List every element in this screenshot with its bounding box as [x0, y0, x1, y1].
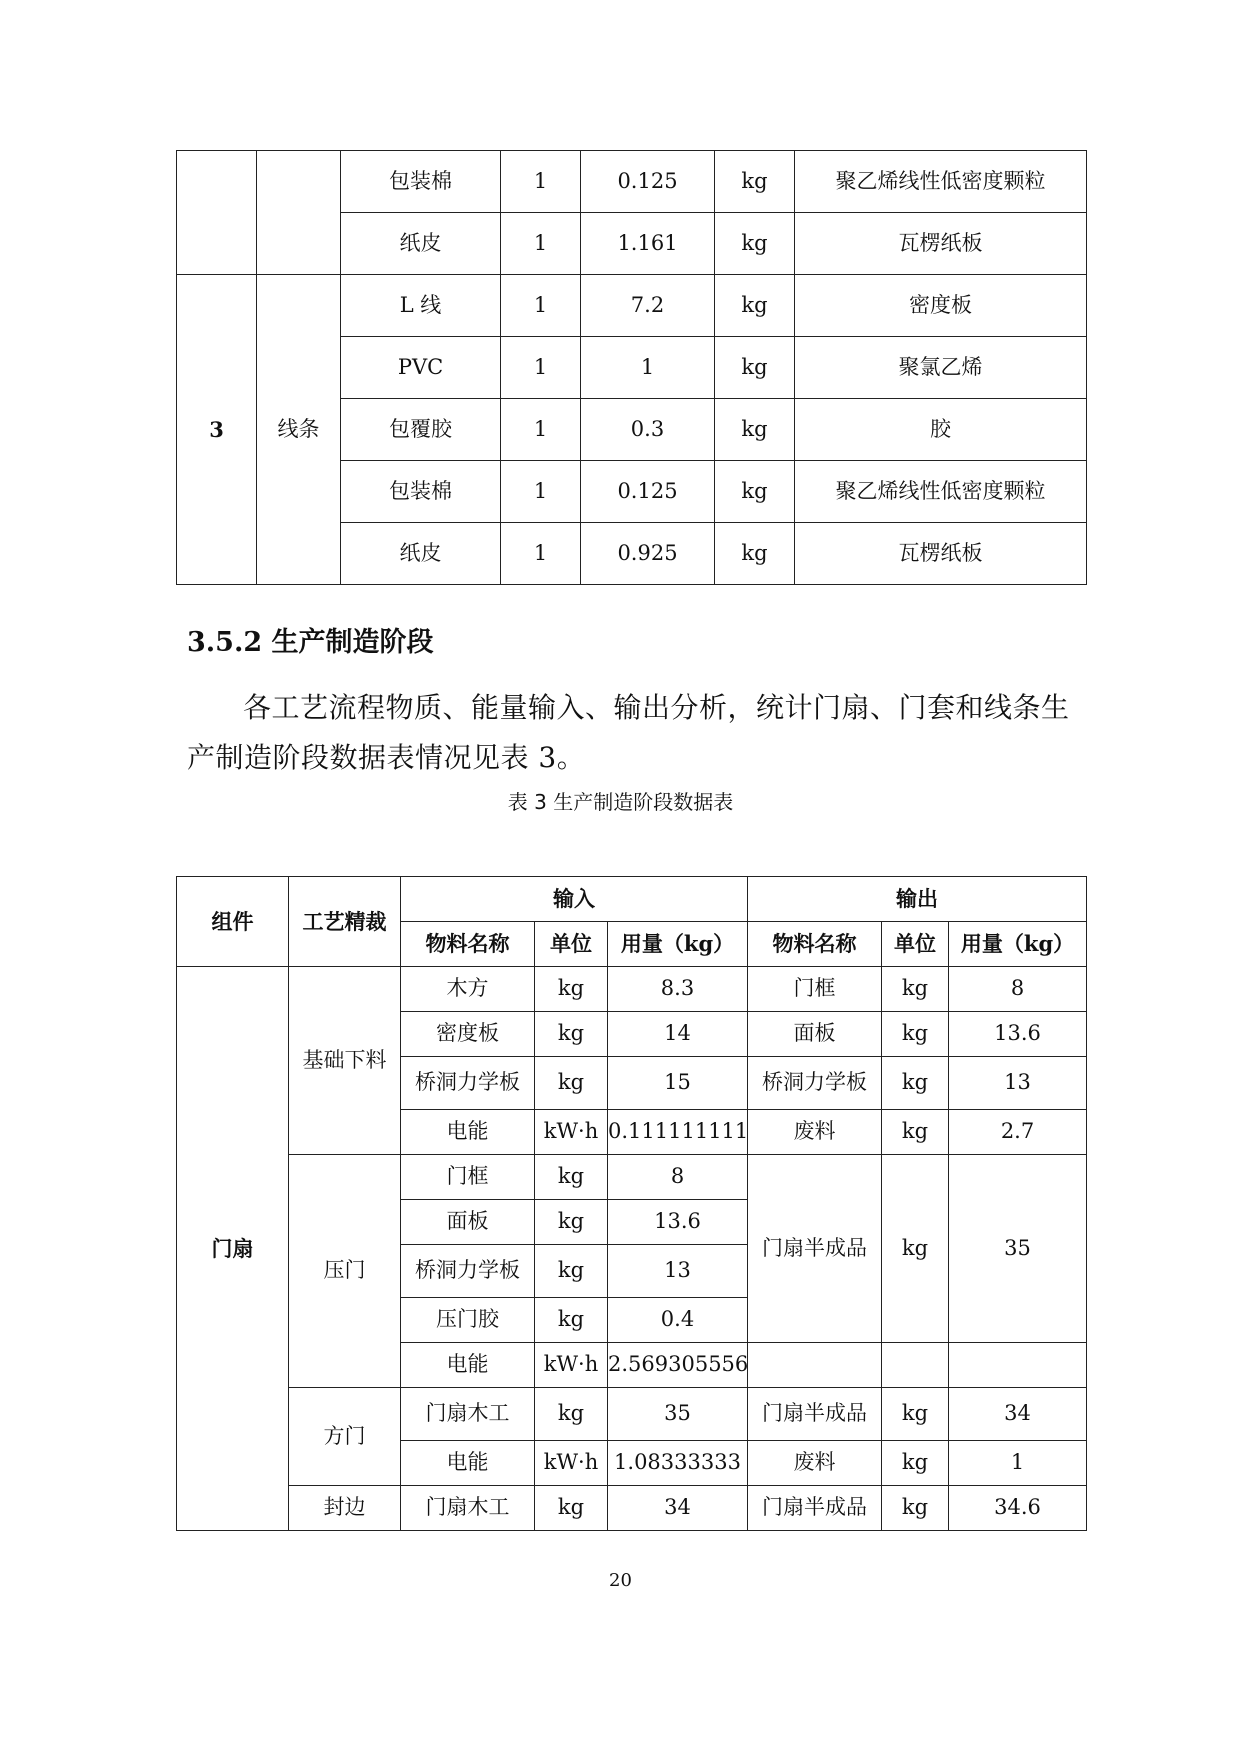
material-cell: 包装棉: [341, 151, 501, 213]
amount-cell: 0.3: [581, 399, 715, 461]
input-amount-cell: 13.6: [608, 1200, 748, 1245]
process-cell: 基础下料: [289, 967, 401, 1155]
output-amount-cell: 8: [949, 967, 1087, 1012]
output-name-cell: 门框: [748, 967, 882, 1012]
output-unit-cell: kg: [882, 1057, 949, 1110]
material-cell: 包装棉: [341, 461, 501, 523]
input-name-cell: 门扇木工: [401, 1486, 535, 1531]
input-amount-cell: 8.3: [608, 967, 748, 1012]
input-name-cell: 木方: [401, 967, 535, 1012]
quantity-cell: 1: [501, 213, 581, 275]
input-unit-cell: kg: [535, 1155, 608, 1200]
description-cell: 聚乙烯线性低密度颗粒: [795, 461, 1087, 523]
output-amount-cell: 1: [949, 1441, 1087, 1486]
amount-cell: 0.125: [581, 151, 715, 213]
input-unit-cell: kW·h: [535, 1110, 608, 1155]
output-unit-cell: kg: [882, 1388, 949, 1441]
material-cell: 包覆胶: [341, 399, 501, 461]
header-input-unit: 单位: [535, 922, 608, 967]
output-amount-cell: 34.6: [949, 1486, 1087, 1531]
header-output: 输出: [748, 877, 1087, 922]
quantity-cell: 1: [501, 523, 581, 585]
header-component: 组件: [177, 877, 289, 967]
amount-cell: 7.2: [581, 275, 715, 337]
output-name-cell: 门扇半成品: [748, 1486, 882, 1531]
process-cell: 方门: [289, 1388, 401, 1486]
description-cell: 聚氯乙烯: [795, 337, 1087, 399]
table-row: [177, 1388, 1087, 1441]
production-stage-table: [176, 876, 1087, 1531]
description-cell: 瓦楞纸板: [795, 523, 1087, 585]
output-unit-cell: kg: [882, 967, 949, 1012]
group-number-cell: 3: [177, 275, 257, 585]
table-row: [177, 1486, 1087, 1531]
materials-table-continued: [176, 150, 1087, 585]
input-amount-cell: 2.569305556: [608, 1343, 748, 1388]
quantity-cell: 1: [501, 275, 581, 337]
input-amount-cell: 8: [608, 1155, 748, 1200]
input-unit-cell: kg: [535, 1388, 608, 1441]
table-caption: 表 3 生产制造阶段数据表: [507, 790, 734, 814]
input-name-cell: 电能: [401, 1110, 535, 1155]
input-unit-cell: kW·h: [535, 1343, 608, 1388]
unit-cell: kg: [715, 337, 795, 399]
unit-cell: kg: [715, 399, 795, 461]
input-name-cell: 桥洞力学板: [401, 1245, 535, 1298]
quantity-cell: 1: [501, 461, 581, 523]
input-amount-cell: 15: [608, 1057, 748, 1110]
table-row: [177, 967, 1087, 1012]
group-name-cell: 线条: [257, 275, 341, 585]
output-amount-cell: 13.6: [949, 1012, 1087, 1057]
description-cell: 胶: [795, 399, 1087, 461]
output-name-cell: 门扇半成品: [748, 1388, 882, 1441]
amount-cell: 0.125: [581, 461, 715, 523]
output-name-cell: 废料: [748, 1110, 882, 1155]
input-name-cell: 电能: [401, 1343, 535, 1388]
group-number-cell: [177, 151, 257, 275]
output-amount-cell: [949, 1343, 1087, 1388]
input-name-cell: 面板: [401, 1200, 535, 1245]
input-amount-cell: 13: [608, 1245, 748, 1298]
input-unit-cell: kg: [535, 1200, 608, 1245]
output-amount-cell: 35: [949, 1155, 1087, 1343]
amount-cell: 1: [581, 337, 715, 399]
group-name-cell: [257, 151, 341, 275]
table-row: [177, 1155, 1087, 1200]
input-unit-cell: kg: [535, 1486, 608, 1531]
unit-cell: kg: [715, 151, 795, 213]
material-cell: PVC: [341, 337, 501, 399]
input-name-cell: 桥洞力学板: [401, 1057, 535, 1110]
input-unit-cell: kW·h: [535, 1441, 608, 1486]
material-cell: 纸皮: [341, 213, 501, 275]
process-cell: 压门: [289, 1155, 401, 1388]
component-cell: 门扇: [177, 967, 289, 1531]
output-unit-cell: kg: [882, 1012, 949, 1057]
output-name-cell: [748, 1343, 882, 1388]
input-amount-cell: 35: [608, 1388, 748, 1441]
table-row: [177, 151, 1087, 213]
amount-cell: 1.161: [581, 213, 715, 275]
output-unit-cell: kg: [882, 1441, 949, 1486]
input-unit-cell: kg: [535, 1057, 608, 1110]
input-unit-cell: kg: [535, 1245, 608, 1298]
description-cell: 瓦楞纸板: [795, 213, 1087, 275]
output-unit-cell: kg: [882, 1110, 949, 1155]
input-name-cell: 压门胶: [401, 1298, 535, 1343]
header-input: 输入: [401, 877, 748, 922]
body-paragraph: 各工艺流程物质、能量输入、输出分析，统计门扇、门套和线条生产制造阶段数据表情况见表 3。: [187, 691, 1070, 774]
header-output-amount: 用量（kg）: [949, 922, 1087, 967]
unit-cell: kg: [715, 275, 795, 337]
description-cell: 密度板: [795, 275, 1087, 337]
input-name-cell: 门扇木工: [401, 1388, 535, 1441]
unit-cell: kg: [715, 213, 795, 275]
input-unit-cell: kg: [535, 1012, 608, 1057]
output-unit-cell: [882, 1343, 949, 1388]
process-cell: 封边: [289, 1486, 401, 1531]
page-number: 20: [609, 1570, 632, 1591]
output-amount-cell: 13: [949, 1057, 1087, 1110]
output-name-cell: 桥洞力学板: [748, 1057, 882, 1110]
input-amount-cell: 0.111111111: [608, 1110, 748, 1155]
unit-cell: kg: [715, 523, 795, 585]
output-name-cell: 门扇半成品: [748, 1155, 882, 1343]
section-heading: 3.5.2 生产制造阶段: [187, 627, 434, 658]
input-unit-cell: kg: [535, 1298, 608, 1343]
header-output-unit: 单位: [882, 922, 949, 967]
input-name-cell: 门框: [401, 1155, 535, 1200]
output-unit-cell: kg: [882, 1486, 949, 1531]
output-amount-cell: 34: [949, 1388, 1087, 1441]
input-name-cell: 密度板: [401, 1012, 535, 1057]
quantity-cell: 1: [501, 151, 581, 213]
input-amount-cell: 14: [608, 1012, 748, 1057]
header-input-amount: 用量（kg）: [608, 922, 748, 967]
table-row: [177, 275, 1087, 337]
output-name-cell: 废料: [748, 1441, 882, 1486]
input-name-cell: 电能: [401, 1441, 535, 1486]
output-name-cell: 面板: [748, 1012, 882, 1057]
input-amount-cell: 1.08333333: [608, 1441, 748, 1486]
description-cell: 聚乙烯线性低密度颗粒: [795, 151, 1087, 213]
header-input-name: 物料名称: [401, 922, 535, 967]
input-unit-cell: kg: [535, 967, 608, 1012]
material-cell: L 线: [341, 275, 501, 337]
quantity-cell: 1: [501, 399, 581, 461]
amount-cell: 0.925: [581, 523, 715, 585]
header-process: 工艺精裁: [289, 877, 401, 967]
header-output-name: 物料名称: [748, 922, 882, 967]
header-row: [177, 877, 1087, 922]
input-amount-cell: 0.4: [608, 1298, 748, 1343]
unit-cell: kg: [715, 461, 795, 523]
material-cell: 纸皮: [341, 523, 501, 585]
output-amount-cell: 2.7: [949, 1110, 1087, 1155]
output-unit-cell: kg: [882, 1155, 949, 1343]
input-amount-cell: 34: [608, 1486, 748, 1531]
quantity-cell: 1: [501, 337, 581, 399]
